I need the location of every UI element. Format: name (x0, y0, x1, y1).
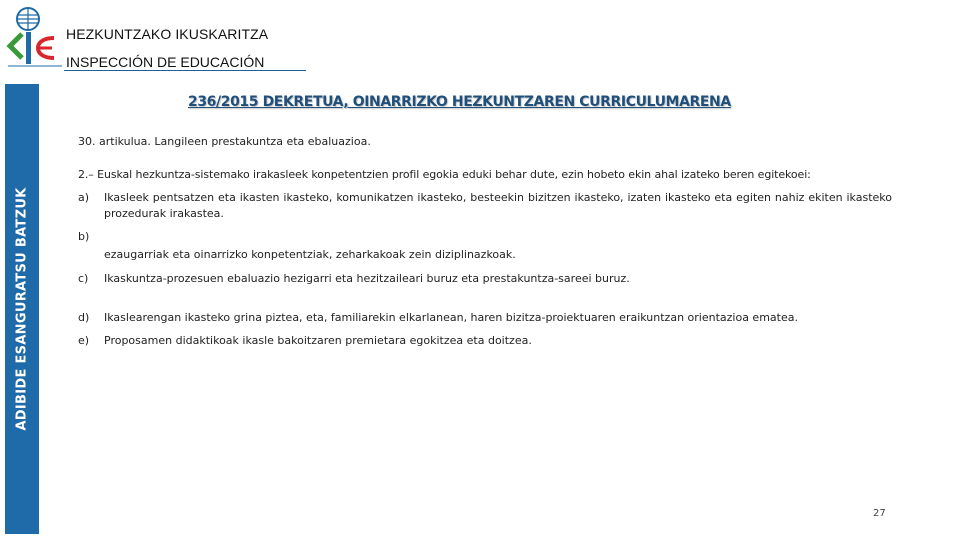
list-item-text: ezaugarriak eta oinarrizko konpetentziak, zeharkakoak zein diziplinazkoak. (104, 248, 516, 261)
list-marker: b) (78, 230, 90, 243)
list-item-text: Ikasleek pentsatzen eta ikasten ikasteko, komunikatzen ikasteko, besteekin bizitzen ikasteko, izaten ikasteko eta egiten nahiz ekiten ikasteko prozedurak irakastea. (104, 191, 892, 220)
intro-paragraph: 2.– Euskal hezkuntza-sistemako irakasleek konpetentzien profil egokia eduki behar dute, ezin hobeto ekin ahal izateko beren egitekoei: (78, 168, 811, 181)
sidebar-label: ADIBIDE ESANGURATSU BATZUK (14, 187, 30, 431)
page-title: 236/2015 DEKRETUA, OINARRIZKO HEZKUNTZAREN CURRICULUMARENA (188, 94, 731, 110)
article-heading: 30. artikulua. Langileen prestakuntza eta ebaluazioa. (78, 135, 371, 148)
header-divider (64, 70, 306, 71)
list-marker: d) (78, 311, 90, 324)
org-name-basque: HEZKUNTZAKO IKUSKARITZA (66, 26, 269, 42)
list-item-text: Ikaslearengan ikasteko grina piztea, eta, familiarekin elkarlanean, haren bizitza-proiektuaren eraikuntzan orientazioa ematea. (104, 311, 798, 324)
list-marker: c) (78, 272, 89, 285)
list-marker: e) (78, 334, 90, 347)
list-marker: a) (78, 191, 90, 204)
list-item-text: Ikaskuntza-prozesuen ebaluazio hezigarri eta hezitzaileari buruz eta prestakuntza-sareei buruz. (104, 272, 630, 285)
sidebar-band (5, 84, 39, 534)
list-item-text: Proposamen didaktikoak ikasle bakoitzaren premietara egokitzea eta doitzea. (104, 334, 532, 347)
page-number: 27 (873, 508, 886, 519)
inspection-logo (4, 4, 64, 70)
org-name-spanish: INSPECCIÓN DE EDUCACIÓN (66, 54, 265, 70)
